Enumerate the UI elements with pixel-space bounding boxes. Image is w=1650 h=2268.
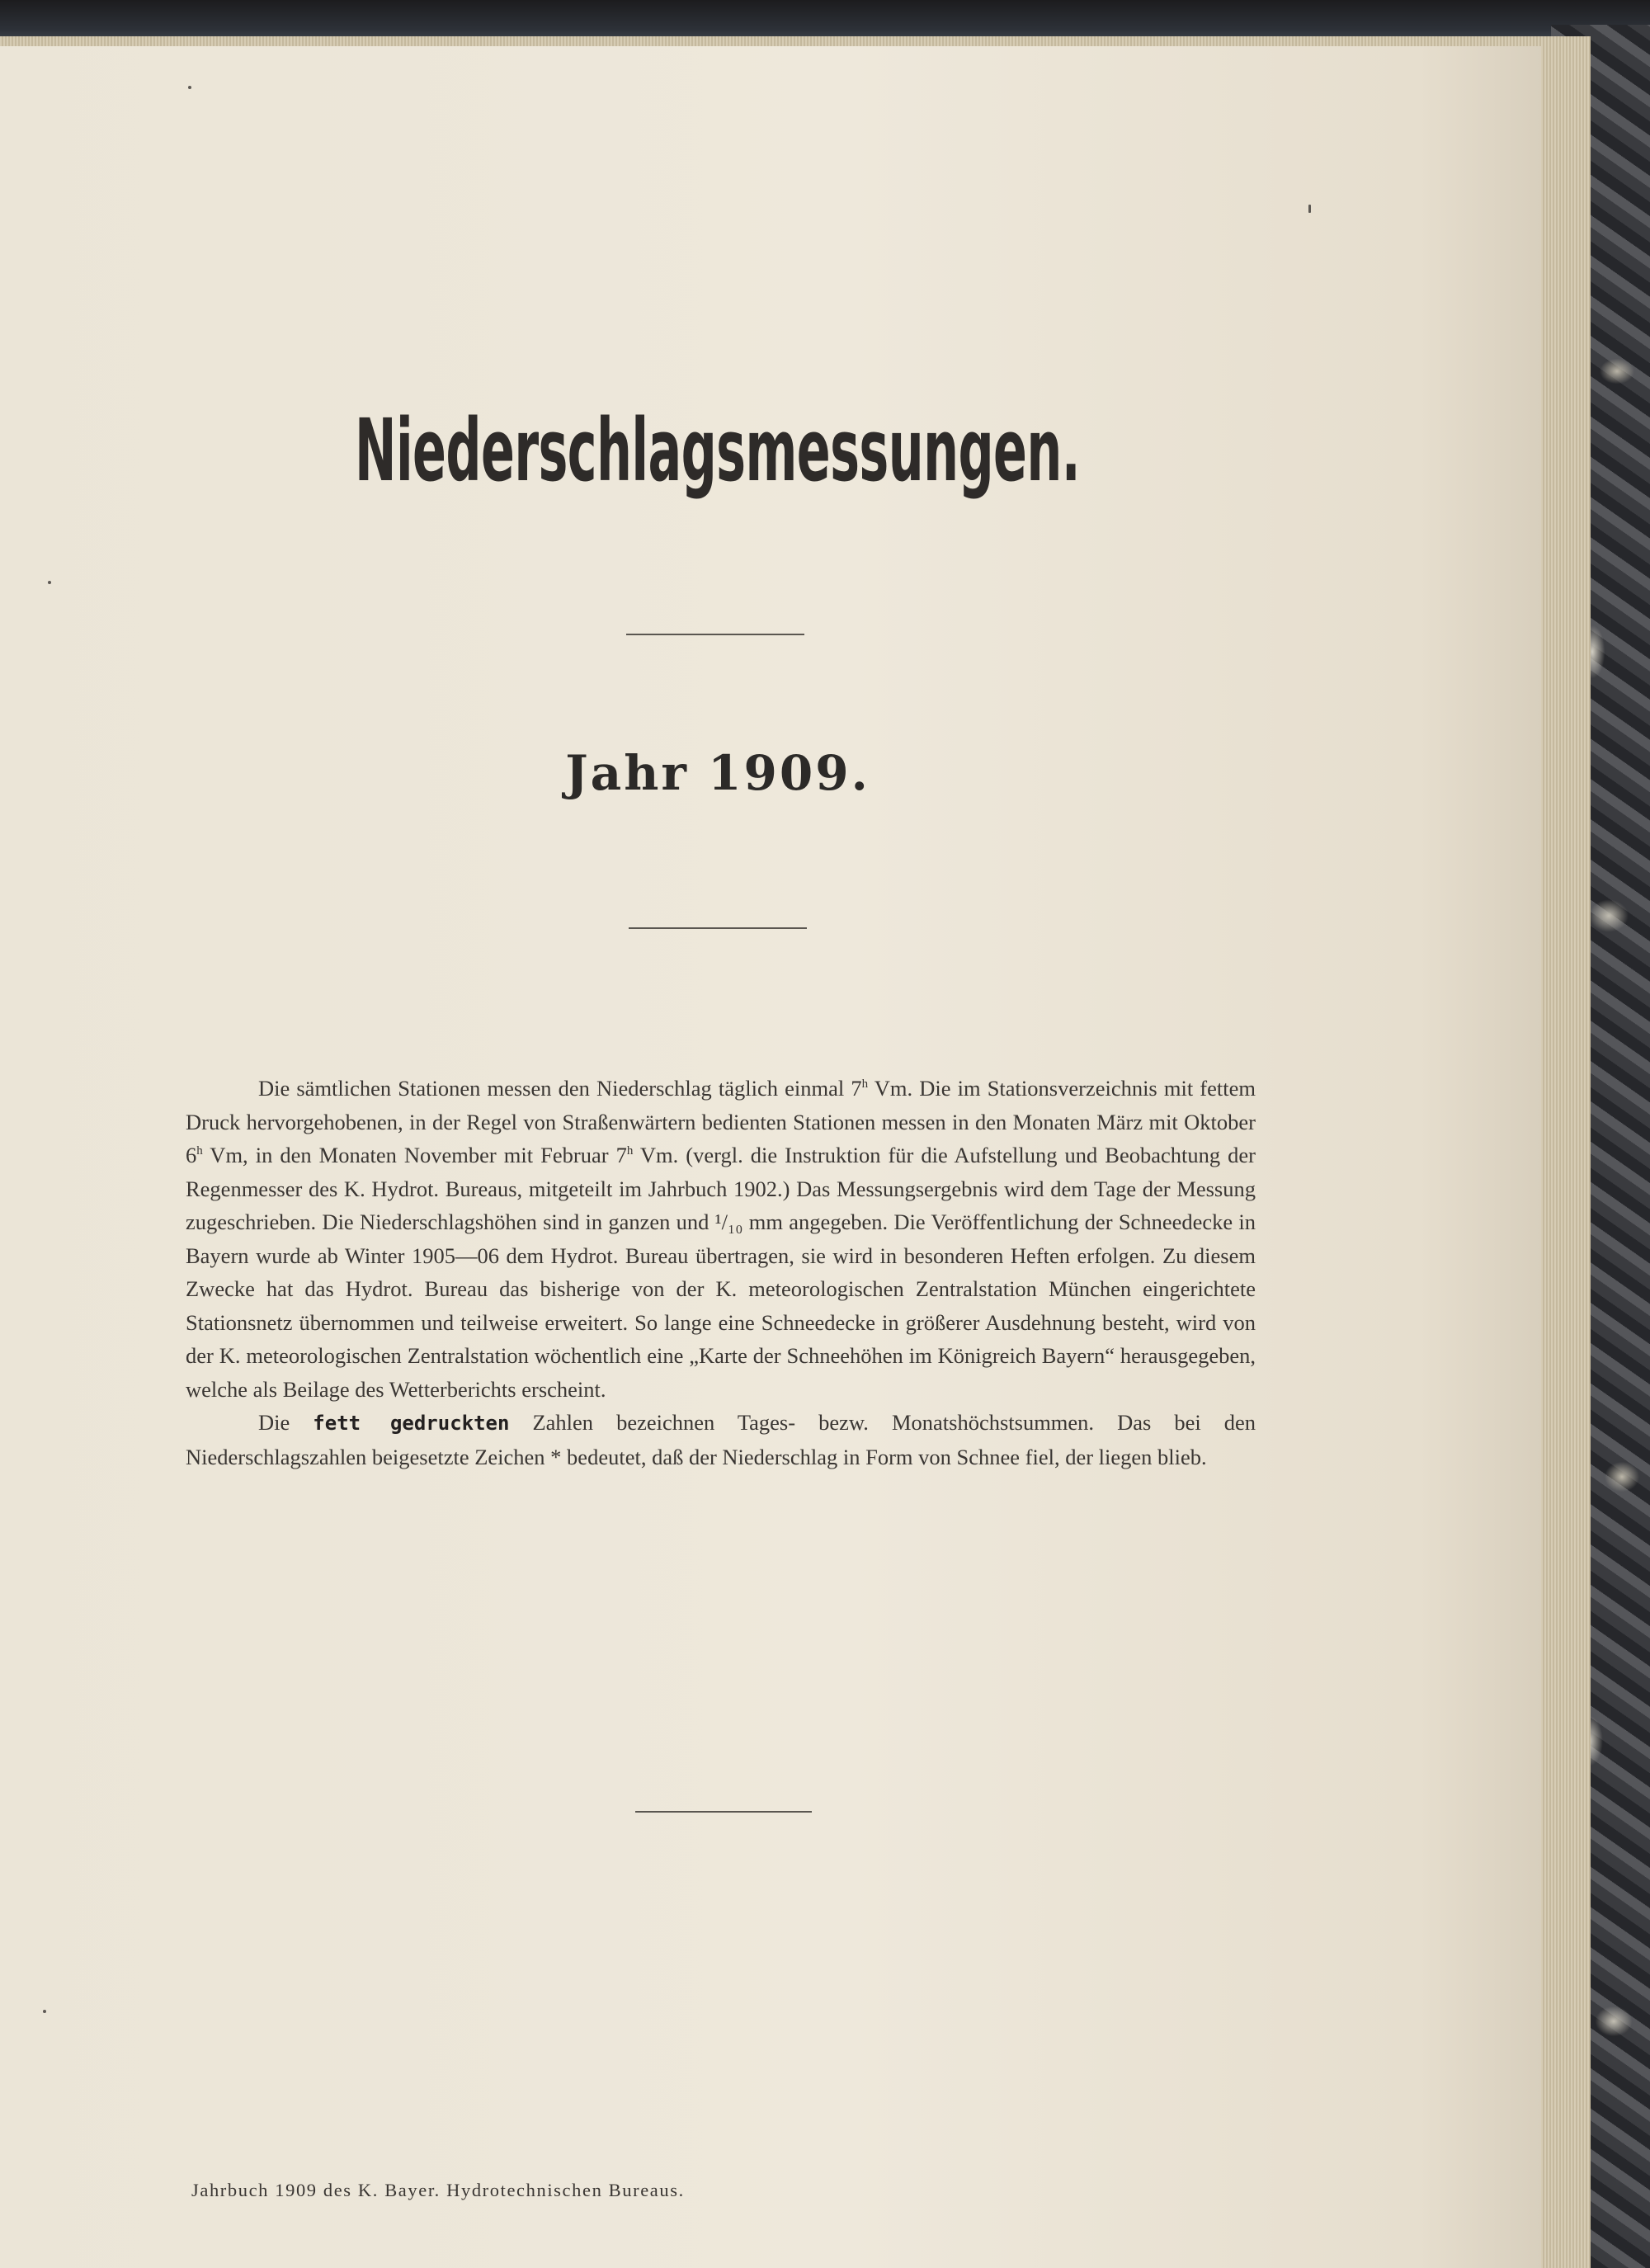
paper-speck (48, 581, 51, 584)
divider-rule (626, 634, 804, 635)
paragraph-intro: Die sämtlichen Stationen messen den Niederschlag täglich einmal 7$^h$ Vm. Die im Stationsverzeichnis mit fettem Druck hervorgehobenen, in der Regel von Straßenwärtern bedienten Stationen messen in den Monaten März mit Oktober 6$^h$ Vm, in den Monaten November mit Februar 7$^h$ Vm. (vergl. die Instruktion für die Aufstellung und Beobachtung der Regenmesser des K. Hydrot. Bureaus, mitgeteilt im Jahrbuch 1902.) Das Messungsergebnis wird dem Tage der Messung zugeschrieben. Die Niederschlagshöhen sind in ganzen und ¹/₁₀ mm angegeben. Die Veröffentlichung der Schneedecke in Bayern wurde ab Winter 1905—06 dem Hydrot. Bureau übertragen, sie wird in besonderen Heften erfolgen. Zu diesem Zwecke hat das Hydrot. Bureau das bisherige von der K. meteorologischen Zentralstation München eingerichtete Stationsnetz übernommen und teilweise erweitert. So lange eine Schneedecke in größerer Ausdehnung besteht, wird von der K. meteorologischen Zentralstation wöchentlich eine „Karte der Schneehöhen im Königreich Bayern“ herausgegeben, welche als Beilage des Wetterberichts erscheint. (186, 1076, 1256, 1402)
bold-term: fett gedruckten (313, 1412, 510, 1435)
body-text (186, 1072, 1256, 1473)
paper-speck (1308, 205, 1311, 213)
paper-speck (188, 86, 191, 89)
year-heading: Jahr 1909. (565, 745, 870, 801)
paragraph-notes: Die fett gedruckten Zahlen bezeichnen Tages- bezw. Monatshöchstsummen. Das bei den Niederschlagszahlen beigesetzte Zeichen * bedeutet, daß der Niederschlag in Form von Schnee fiel, der liegen blieb. (186, 1410, 1256, 1469)
book-page (0, 46, 1541, 2268)
paper-speck (43, 2010, 46, 2013)
page-title: Niederschlagsmessungen. (355, 400, 1081, 501)
page-footer: Jahrbuch 1909 des K. Bayer. Hydrotechnischen Bureaus. (191, 2180, 685, 2200)
divider-rule (629, 927, 807, 929)
divider-rule (635, 1811, 812, 1813)
